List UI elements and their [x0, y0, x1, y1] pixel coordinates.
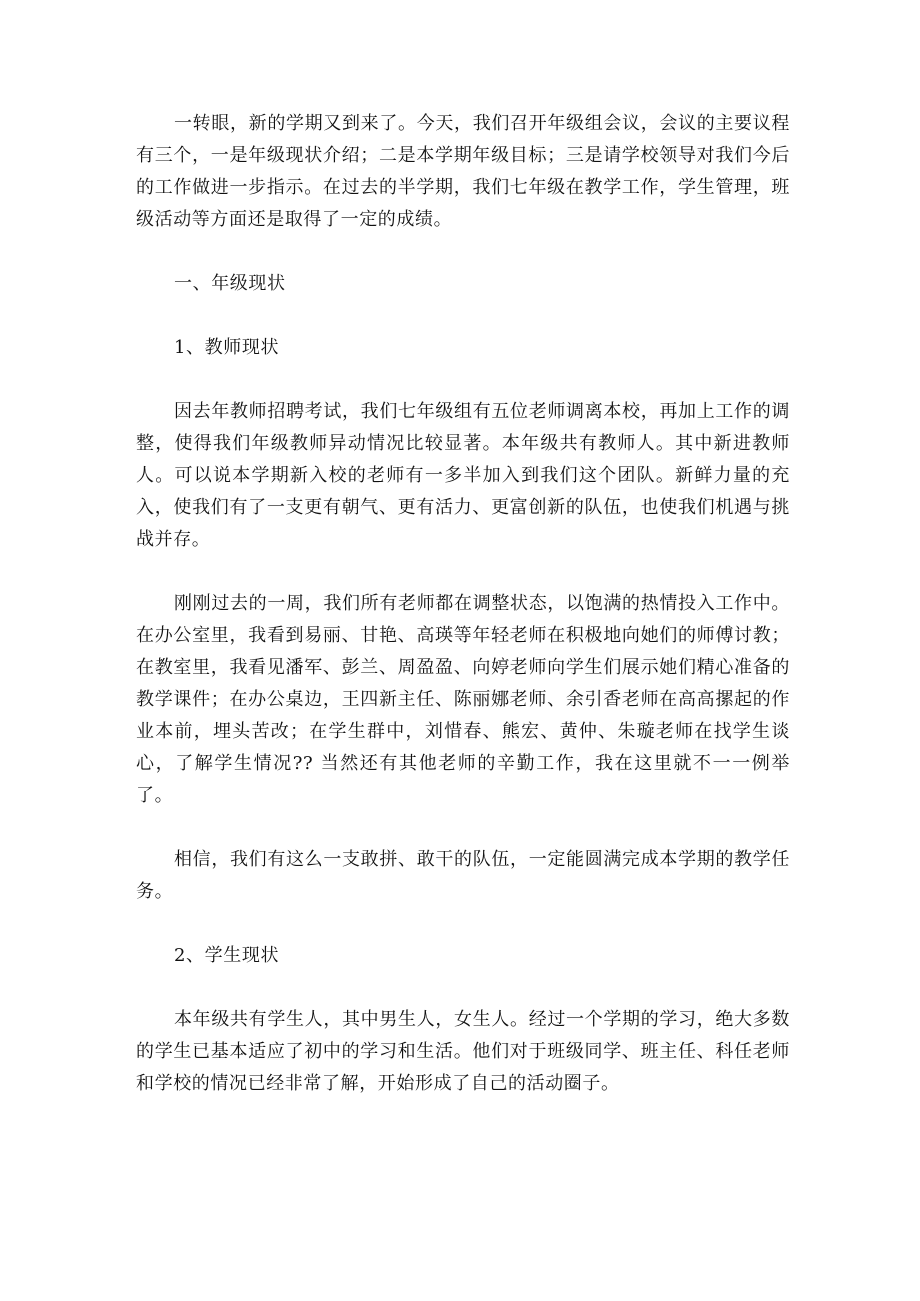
teachers-paragraph-3: 相信，我们有这么一支敢拼、敢干的队伍，一定能圆满完成本学期的教学任务。 — [136, 849, 790, 902]
document-body — [136, 108, 790, 1100]
teachers-paragraph-2: 刚刚过去的一周，我们所有老师都在调整状态，以饱满的热情投入工作中。在办公室里，我看到易丽、甘艳、高瑛等年轻老师在积极地向她们的师傅讨教；在教室里，我看见潘军、彭兰、周盈盈、向婷老师向学生们展示她们精心准备的教学课件；在办公桌边，王四新主任、陈丽娜老师、余引香老师在高高摞起的作业本前，埋头苦改；在学生群中，刘惜春、熊宏、黄仲、朱璇老师在找学生谈心，了解学生情况?? 当然还有其他老师的辛勤工作，我在这里就不一一例举了。 — [136, 593, 790, 806]
subheading-student-status: 2、学生现状 — [174, 945, 280, 966]
students-paragraph-1: 本年级共有学生人，其中男生人，女生人。经过一个学期的学习，绝大多数的学生已基本适应了初中的学习和生活。他们对于班级同学、班主任、科任老师和学校的情况已经非常了解，开始形成了自己的活动圈子。 — [136, 1009, 790, 1094]
intro-paragraph: 一转眼，新的学期又到来了。今天，我们召开年级组会议，会议的主要议程有三个，一是年级现状介绍；二是本学期年级目标；三是请学校领导对我们今后的工作做进一步指示。在过去的半学期，我们七年级在教学工作，学生管理，班级活动等方面还是取得了一定的成绩。 — [136, 113, 790, 230]
subheading-teacher-status: 1、教师现状 — [174, 337, 280, 358]
teachers-paragraph-1: 因去年教师招聘考试，我们七年级组有五位老师调离本校，再加上工作的调整，使得我们年级教师异动情况比较显著。本年级共有教师人。其中新进教师人。可以说本学期新入校的老师有一多半加入到我们这个团队。新鲜力量的充入，使我们有了一支更有朝气、更有活力、更富创新的队伍，也使我们机遇与挑战并存。 — [136, 401, 790, 550]
section-heading-grade-status: 一、年级现状 — [174, 273, 286, 294]
